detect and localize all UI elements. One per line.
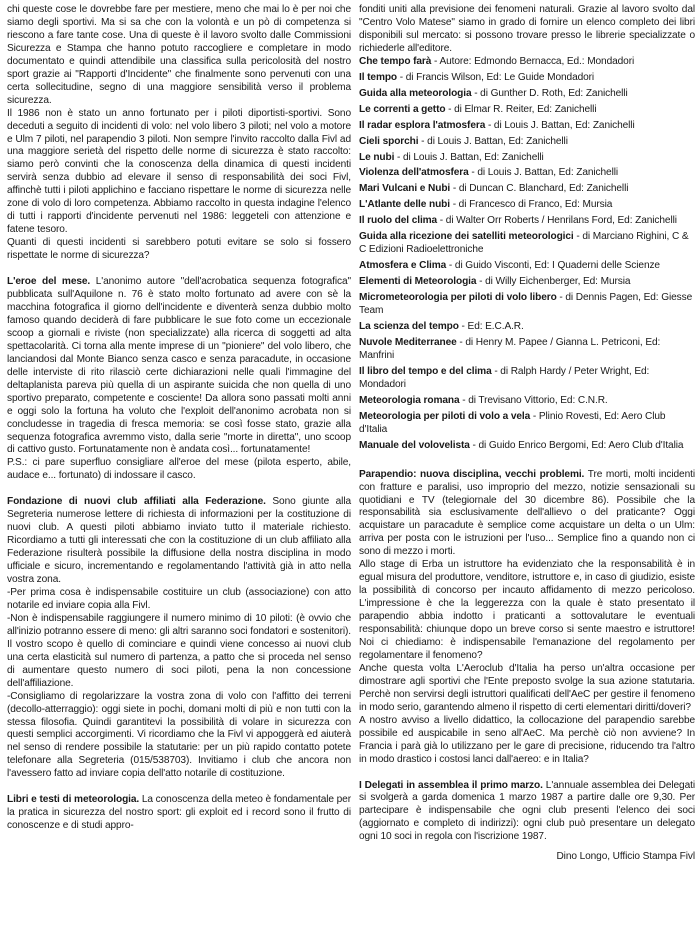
book-title: Il tempo xyxy=(359,71,398,83)
libri-continuation: fonditi uniti alla previsione dei fenomeni naturali. Grazie al lavoro svolto dal "Centro Volo Matese" siamo in grado di fornire un elenco completo dei libri disponibili sul mercato: si possono trovare presso le librerie specializzate o richiederle all'editore. xyxy=(359,4,695,54)
book-entry xyxy=(359,260,695,273)
book-title: Elementi di Meteorologia xyxy=(359,276,477,288)
book-detail: - di Francesco di Franco, Ed: Mursia xyxy=(449,199,613,211)
book-title: Guida alla meteorologia xyxy=(359,87,472,99)
book-title: Meteorologia romana xyxy=(359,394,460,406)
book-detail: - di Gunther D. Roth, Ed: Zanichelli xyxy=(471,87,628,99)
book-title: Meteorologia per piloti di volo a vela xyxy=(359,410,531,422)
book-entry xyxy=(359,411,695,437)
book-detail: - di Louis J. Battan, Ed: Zanichelli xyxy=(468,167,619,179)
book-entry xyxy=(359,276,695,289)
book-title: La scienza del tempo xyxy=(359,321,459,333)
parapendio-body: Tre morti, molti incidenti con fratture e paralisi, uso improprio del mezzo, notizie sensazionali su quotidiani e TV (telegiornale del 30 dicembre 86). Possibile che la responsabilità sia esclusivamente dell'allievo o del praticante? Oggi acquistare un paracadute è semplice come acquistare un delta o un Ulm: arriva per posta con le istruzioni per l'uso... Semplice fino a quando non ci sono di mezzo i morti. xyxy=(359,468,695,558)
book-entry xyxy=(359,366,695,392)
book-detail: - di Ralph Hardy / Peter Wright, Ed: Mondadori xyxy=(359,365,650,390)
book-title: Cieli sporchi xyxy=(359,135,419,147)
book-title: Atmosfera e Clima xyxy=(359,260,447,272)
book-title: Il libro del tempo e del clima xyxy=(359,365,492,377)
book-entry xyxy=(359,152,695,165)
book-title: Guida alla ricezione dei satelliti meteorologici xyxy=(359,231,574,243)
parapendio-paragraph-3: A nostro avviso a livello didattico, la collocazione del parapendio sarebbe possibile ed auspicabile in seno all'AeC. Ma perchè ciò non avviene? In Francia i parà già lo utilizzano per le gare di precisione, riducendo tra l'altro in modo drastico i costosi lanci dall'aereo: e in Italia? xyxy=(359,714,695,765)
fondazione-body: Sono giunte alla Segreteria numerose lettere di richiesta di informazioni per la costituzione di nuovi club. A questi piloti abbiamo inviato tutto il materiale richiesto. Ricordiamo a tutti gli interessati che con la costituzione di un club affiliato alla Federazione risulterà possibile la diffusione della nostra disciplina in modo ufficiale e sicuro, incrementando e regolamentando l'attività già in atto nella vostra zona. xyxy=(7,496,351,586)
book-detail: - Autore: Edmondo Bernacca, Ed.: Mondadori xyxy=(431,55,635,67)
right-column xyxy=(359,4,695,864)
book-list xyxy=(359,56,695,453)
book-detail: - di Willy Eichenberger, Ed: Mursia xyxy=(476,276,631,288)
eroe-ps: P.S.: ci pare superfluo consigliare all'eroe del mese (pilota esperto, abile, audace e... fortunato) di indossare il casco. xyxy=(7,457,351,482)
book-detail: - di Francis Wilson, Ed: Le Guide Mondadori xyxy=(397,71,595,83)
book-entry xyxy=(359,120,695,133)
fondazione-item-3: -Consigliamo di regolarizzare la vostra zona di volo con l'affitto dei terreni (decollo-atterraggio): oggi siete in pochi, domani molti di più e non tutti con la stessa filosofia. Quindi garantitevi la possibilità di volare in sicurezza con questi semplici accorgimenti. Vi ricordiamo che la Fivl vi appoggerà ed aiuterà nel senso di rendere possibile la statutarie: per un più rapido contatto potete telefonare alla Segreteria (015/538703). Invitiamo i club che ancora non l'avessero fatto ad inviare copia dell'atto notarile di costituzione. xyxy=(7,690,351,780)
book-title: Le correnti a getto xyxy=(359,103,446,115)
book-entry xyxy=(359,440,695,453)
fondazione-item-1: -Per prima cosa è indispensabile costituire un club (associazione) con atto notarile ed inviare copia alla Fivl. xyxy=(7,586,351,611)
book-entry xyxy=(359,231,695,257)
book-detail: - di Louis J. Battan, Ed: Zanichelli xyxy=(485,119,635,131)
parapendio-section xyxy=(359,469,695,560)
book-title: Il radar esplora l'atmosfera xyxy=(359,119,486,131)
book-title: Violenza dell'atmosfera xyxy=(359,167,469,179)
book-detail: - di Walter Orr Roberts / Henrilans Ford, Ed: Zanichelli xyxy=(437,215,677,227)
eroe-body: L'anonimo autore "dell'acrobatica sequenza fotografica" pubblicata sull'Aquilone n. 76 è stato molto fortunato ad avere con sè la macchina fotografica il giorno dell'incidente e diventerà senza dubbio molto famoso quando deciderà di fare pubblicare le sue foto come un eccezionale scoop a giornali e riviste (non specializzate) alla ricerca di soggetti ad alta spettacolarità. Ci torna alla mente imprese di un "pioniere" del volo libero, che lanciandosi dal Monte Bianco senza casco e senza paracadute, in occasione delle interviste di rito rilasciò certe dichiarazioni nelle quali l'immagine del deltaplanista pareva più quella di un aspirante suicida che non quella di uno sportivo preparato, competente e cosciente! Da allora sono passati molti anni e oggi solo la fortuna ha voluto che l'exploit dell'anonimo acrobata non si concludesse in tragedia di fresca memoria: se così fosse stato, grazie alla sequenza fotografica avremmo visto, dalla serie "morte in diretta", uno scoop di cattivo gusto. Fortunatamente non è andata così... fortunatamente! xyxy=(7,276,351,456)
book-title: Il ruolo del clima xyxy=(359,215,438,227)
delegati-body: L'annuale assemblea dei Delegati si svolgerà a garda domenica 1 marzo 1987 a partire dalle ore 9,30. Per partecipare è indispensabile che ogni club presenti l'elenco dei soci (aggiornato e completo di indirizzi): ogni club può presentare un delegato ogni 10 soci in regola con l'iscrizione 1987. xyxy=(359,779,695,843)
book-detail: - Plinio Rovesti, Ed: Aero Club d'Italia xyxy=(359,410,666,435)
parapendio-paragraph-2: Anche questa volta L'Aeroclub d'Italia ha perso un'altra occasione per dimostrare agli sportivi che l'Ente preposto svolge la sua azione statutaria. Perchè non servirsi degli istruttori qualificati dell'AeC per gestire il fenomeno in modo serio, garantendo almeno il rispetto di certi elementari diritti/doveri? xyxy=(359,662,695,713)
book-entry xyxy=(359,167,695,180)
eroe-section xyxy=(7,276,351,457)
book-entry xyxy=(359,337,695,363)
libri-body: La conoscenza della meteo è fondamentale per la pratica in sicurezza del nostro sport: gli exploit ed i record sono il frutto di conoscenze e di studi appro- xyxy=(7,794,351,832)
book-title: L'Atlante delle nubi xyxy=(359,199,450,211)
fondazione-heading: Fondazione di nuovi club affiliati alla Federazione. xyxy=(7,496,266,508)
book-detail: - di Guido Visconti, Ed: I Quaderni delle Scienze xyxy=(446,260,660,272)
book-entry xyxy=(359,104,695,117)
book-title: Mari Vulcani e Nubi xyxy=(359,183,451,195)
book-title: Le nubi xyxy=(359,151,395,163)
delegati-section xyxy=(359,780,695,845)
book-detail: - di Elmar R. Reiter, Ed: Zanichelli xyxy=(445,103,597,115)
libri-heading: Libri e testi di meteorologia. xyxy=(7,794,140,806)
book-entry xyxy=(359,183,695,196)
book-detail: - Ed: E.C.A.R. xyxy=(458,321,524,333)
left-column xyxy=(7,4,351,833)
book-detail: - di Dennis Pagen, Ed: Giesse Team xyxy=(359,292,693,317)
fondazione-section xyxy=(7,496,351,587)
book-entry xyxy=(359,56,695,69)
book-entry xyxy=(359,72,695,85)
book-entry xyxy=(359,395,695,408)
book-entry xyxy=(359,321,695,334)
fondazione-item-2: -Non è indispensabile raggiungere il numero minimo di 10 piloti: (è ovvio che all'inizio potranno essere di meno: gli altri saranno soci fondatori e sostenitori). Il vostro scopo è quello di cominciare e quindi viene concesso ai nuovi club una certa elasticità sul numero di partenza, a patto che si proceda nel senso di aumentare questo numero di soci piloti, pena la non concessione dell'affiliazione. xyxy=(7,612,351,689)
signature: Dino Longo, Ufficio Stampa Fivl xyxy=(556,851,695,863)
book-entry xyxy=(359,215,695,228)
book-title: Micrometeorologia per piloti di volo libero xyxy=(359,292,557,304)
libri-section xyxy=(7,794,351,833)
book-title: Che tempo farà xyxy=(359,55,432,67)
delegati-heading: I Delegati in assemblea il primo marzo. xyxy=(359,779,543,791)
intro-paragraph-3: Quanti di questi incidenti si sarebbero potuti evitare se solo si fossero rispettate le norme di sicurezza? xyxy=(7,237,351,262)
book-detail: - di Henry M. Papee / Gianna L. Petriconi, Ed: Manfrini xyxy=(359,336,661,361)
book-detail: - di Louis J. Battan, Ed: Zanichelli xyxy=(418,135,568,147)
intro-paragraph-2: Il 1986 non è stato un anno fortunato per i piloti diportisti-sportivi. Sono deceduti a seguito di incidenti di volo: nel volo libero 3 piloti; nel volo a motore e Ulm 7 piloti, nel parapendio 3 piloti. Non sempre l'invito raccolto dalla Fivl ad una maggiore serietà del rispetto delle norme di sicurezza è stato raccolto: siamo però convinti che la conoscenza della dinamica di questi incidenti servirà senza dubbio ad elevare il senso di responsabilità dei soci Fivl, affinchè tutti i piloti applichino e facciano rispettare le norme di sicurezza nelle zone di volo di loro competenza. Abbiamo raccolto in questa indagine l'elenco di tutti i rapporti d'incidente pervenuti nel 1986: leggeteli con attenzione e fatene tesoro. xyxy=(7,107,351,236)
book-detail: - di Marciano Righini, C & C Edizioni Radioelettroniche xyxy=(359,231,689,256)
book-title: Nuvole Mediterranee xyxy=(359,336,457,348)
intro-paragraph-1: chi queste cose le dovrebbe fare per mestiere, meno che mai lo è per noi che siamo degli sportivi. Ma si sa che con la volontà e un pò di competenza si riescono a fare tante cose. Una di queste è il lavoro svolto dalle Commissioni Sicurezza e Stampa che hanno potuto raccogliere e completare in modo documentato e quindi attendibile una classifica sulla pericolosità del nostro sport grazie ai "Rapporti d'Incidente" che finalmente sono pervenuti con una certa sollecitudine, segno di una maggiore sensibilità verso il problema sicurezza. xyxy=(7,4,351,106)
book-detail: - di Trevisano Vittorio, Ed: C.N.R. xyxy=(459,394,608,406)
book-detail: - di Guido Enrico Bergomi, Ed: Aero Club d'Italia xyxy=(469,439,684,451)
parapendio-paragraph-1: Allo stage di Erba un istruttore ha evidenziato che la responsabilità è in egual misura del produttore, venditore, istruttore e, in caso di giudizio, esiste la possibilità di concorso per incauto affidamento di mezzo pericoloso. L'impressione è che la leggerezza con la quale è stato presentato il parapendio abbia indotto i praticanti a sottovalutare le eventuali responsabilità: chiunque dopo un breve corso si sente maestro e istruttore! Noi ci chiediamo: è indispensabile l'emanazione del regolamento per regolamentare il fenomeno? xyxy=(359,559,695,661)
book-entry xyxy=(359,292,695,318)
parapendio-heading: Parapendio: nuova disciplina, vecchi problemi. xyxy=(359,468,585,480)
eroe-heading: L'eroe del mese. xyxy=(7,276,91,288)
book-entry xyxy=(359,199,695,212)
book-entry xyxy=(359,136,695,149)
book-title: Manuale del volovelista xyxy=(359,439,470,451)
book-detail: - di Duncan C. Blanchard, Ed: Zanichelli xyxy=(450,183,629,195)
book-entry xyxy=(359,88,695,101)
book-detail: - di Louis J. Battan, Ed: Zanichelli xyxy=(394,151,544,163)
